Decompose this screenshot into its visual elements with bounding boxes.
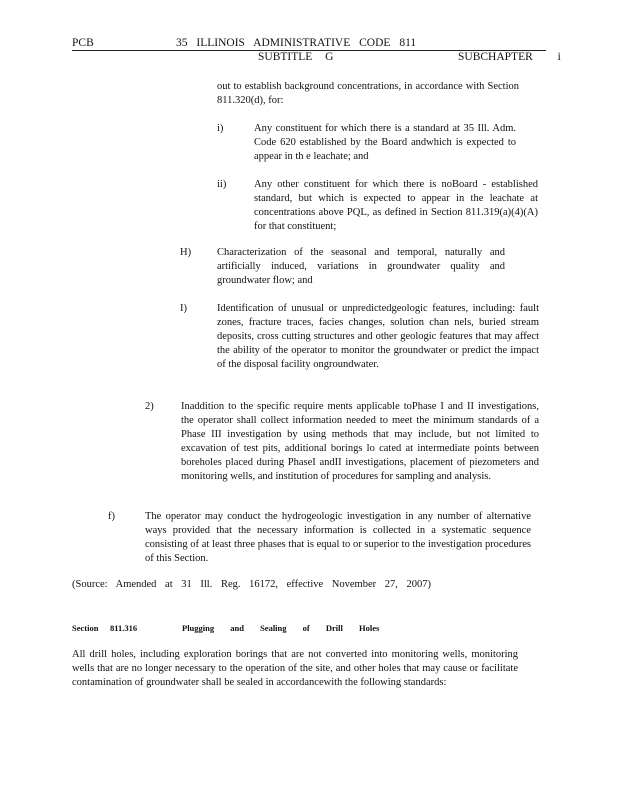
section-label: Section (72, 623, 99, 633)
section-title: Plugging and Sealing of Drill Holes (182, 623, 380, 633)
section-number: 811.316 (110, 623, 138, 633)
section-heading (72, 622, 380, 634)
item-h-marker: H) (180, 247, 192, 258)
item-ii-text: Any other constituent for which there is noBoard - established standard, but which is expected to appear in the leachate at concentrations above PQL, as defined in Section 811.319(a)(4)(A) for that constituent; (254, 179, 538, 232)
item-h-text: Characterization of the seasonal and temporal, naturally and artificially induced, variations in groundwater quality and groundwater flow; and (217, 247, 505, 286)
header-rule (72, 50, 546, 51)
item-f-marker: f) (108, 511, 115, 522)
intro-paragraph: out to establish background concentrations, in accordance with Section 811.320(d), for: (217, 81, 519, 106)
source-note: (Source: Amended at 31 Ill. Reg. 16172, effective November 27, 2007) (72, 579, 431, 590)
item-2-marker: 2) (145, 401, 154, 412)
item-2-text: Inaddition to the specific require ments applicable toPhase I and II investigations, the operator shall collect information needed to meet the minimum standards of a Phase III investigation by using methods that may include, but not limited to excavation of test pits, additional borings lo cated at intermediate points between boreholes placed during PhaseI andII investigations, placement of piezometers and monitoring wells, and institution of procedures for sampling and analysis. (181, 401, 539, 482)
header-subtitle: SUBTITLE G (258, 51, 334, 63)
header-right: SUBCHAPTER i (458, 51, 561, 63)
item-f-text: The operator may conduct the hydrogeologic investigation in any number of alternative ways provided that the necessary information is collected in a systematic sequence consisting of at least three phases that is equal to or superior to the investigation procedures of this Section. (145, 511, 531, 564)
header-left: PCB (72, 37, 94, 49)
item-I-text: Identification of unusual or unpredictedgeologic features, including: fault zones, fracture traces, facies changes, solution chan nels, buried stream deposits, cross cutting structures and other geologic features that may affect the ability of the operator to monitor the groundwater or predict the impact of the disposal facility ongroundwater. (217, 303, 539, 370)
section-body: All drill holes, including exploration borings that are not converted into monitoring wells, monitoring wells that are no longer necessary to the operation of the site, and other holes that may cause or facilitate contamination of groundwater shall be sealed in accordancewith the following standards: (72, 649, 518, 688)
item-i-marker: i) (217, 123, 224, 134)
item-I-marker: I) (180, 303, 187, 314)
item-i-text: Any constituent for which there is a standard at 35 Ill. Adm. Code 620 established by the Board andwhich is expected to appear in th e leachate; and (254, 123, 516, 162)
item-ii-marker: ii) (217, 179, 227, 190)
header-center: 35 ILLINOIS ADMINISTRATIVE CODE 811 (176, 37, 417, 49)
